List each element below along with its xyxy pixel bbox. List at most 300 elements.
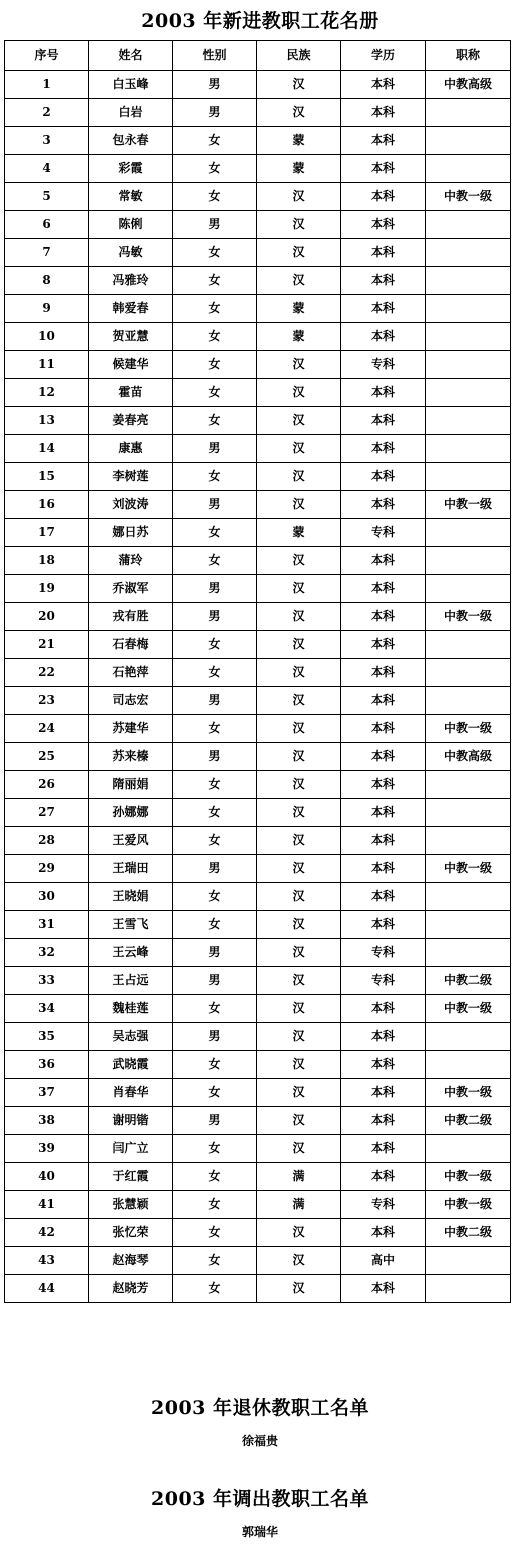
transferred-section-title: 2003 年调出教职工名单 <box>151 1488 369 1510</box>
col-education-cell: 本科 <box>341 771 426 799</box>
col-education-cell: 本科 <box>341 155 426 183</box>
col-index-cell: 36 <box>5 1051 89 1079</box>
col-index-cell: 39 <box>5 1135 89 1163</box>
table-row <box>5 211 511 239</box>
col-title-cell: 中教一级 <box>426 1191 511 1219</box>
col-education-cell: 本科 <box>341 71 426 99</box>
col-gender-cell: 男 <box>173 939 257 967</box>
col-education-cell: 本科 <box>341 547 426 575</box>
col-gender-cell: 女 <box>173 771 257 799</box>
col-title-cell <box>426 575 511 603</box>
col-gender-cell: 女 <box>173 183 257 211</box>
header-col-name: 姓名 <box>89 41 173 71</box>
col-title-cell <box>426 435 511 463</box>
col-education-cell: 本科 <box>341 855 426 883</box>
col-education-cell: 本科 <box>341 1135 426 1163</box>
col-title-cell <box>426 1135 511 1163</box>
table-row <box>5 631 511 659</box>
col-ethnicity-cell: 汉 <box>257 855 341 883</box>
col-name-cell: 康惠 <box>89 435 173 463</box>
col-title-cell <box>426 827 511 855</box>
col-education-cell: 本科 <box>341 239 426 267</box>
table-row <box>5 239 511 267</box>
col-title-cell: 中教一级 <box>426 1079 511 1107</box>
table-row <box>5 575 511 603</box>
col-gender-cell: 女 <box>173 547 257 575</box>
col-name-cell: 王瑞田 <box>89 855 173 883</box>
col-ethnicity-cell: 汉 <box>257 659 341 687</box>
col-ethnicity-cell: 汉 <box>257 1247 341 1275</box>
col-name-cell: 白玉峰 <box>89 71 173 99</box>
col-title-cell <box>426 631 511 659</box>
table-row <box>5 1219 511 1247</box>
col-gender-cell: 女 <box>173 1135 257 1163</box>
col-ethnicity-cell: 汉 <box>257 351 341 379</box>
table-row <box>5 491 511 519</box>
col-ethnicity-cell: 汉 <box>257 239 341 267</box>
col-gender-cell: 男 <box>173 967 257 995</box>
col-name-cell: 冯雅玲 <box>89 267 173 295</box>
col-title-cell <box>426 99 511 127</box>
col-ethnicity-cell: 汉 <box>257 883 341 911</box>
table-row <box>5 1107 511 1135</box>
table-row <box>5 771 511 799</box>
col-ethnicity-cell: 蒙 <box>257 323 341 351</box>
col-index-cell: 10 <box>5 323 89 351</box>
col-title-cell: 中教一级 <box>426 491 511 519</box>
col-gender-cell: 女 <box>173 1191 257 1219</box>
col-index-cell: 8 <box>5 267 89 295</box>
col-title-cell <box>426 295 511 323</box>
page-title: 2003 年新进教职工花名册 <box>141 10 379 32</box>
table-row <box>5 743 511 771</box>
table-row <box>5 1023 511 1051</box>
col-title-cell <box>426 379 511 407</box>
col-education-cell: 本科 <box>341 1079 426 1107</box>
col-name-cell: 王占远 <box>89 967 173 995</box>
table-body <box>5 71 511 1303</box>
table-row <box>5 519 511 547</box>
col-title-cell <box>426 911 511 939</box>
col-education-cell: 本科 <box>341 1023 426 1051</box>
col-education-cell: 本科 <box>341 435 426 463</box>
col-title-cell <box>426 519 511 547</box>
col-ethnicity-cell: 汉 <box>257 743 341 771</box>
col-education-cell: 本科 <box>341 827 426 855</box>
col-gender-cell: 女 <box>173 519 257 547</box>
col-ethnicity-cell: 蒙 <box>257 127 341 155</box>
col-title-cell <box>426 323 511 351</box>
col-title-cell <box>426 883 511 911</box>
col-index-cell: 23 <box>5 687 89 715</box>
col-education-cell: 本科 <box>341 799 426 827</box>
col-education-cell: 本科 <box>341 267 426 295</box>
col-ethnicity-cell: 汉 <box>257 1051 341 1079</box>
table-row <box>5 1247 511 1275</box>
col-name-cell: 戎有胜 <box>89 603 173 631</box>
col-gender-cell: 男 <box>173 855 257 883</box>
col-index-cell: 22 <box>5 659 89 687</box>
col-name-cell: 石艳萍 <box>89 659 173 687</box>
col-gender-cell: 女 <box>173 1247 257 1275</box>
table-row <box>5 939 511 967</box>
table-row <box>5 1135 511 1163</box>
col-name-cell: 白岩 <box>89 99 173 127</box>
col-title-cell: 中教二级 <box>426 967 511 995</box>
col-name-cell: 李树莲 <box>89 463 173 491</box>
col-name-cell: 谢明锴 <box>89 1107 173 1135</box>
col-education-cell: 本科 <box>341 99 426 127</box>
table-row <box>5 883 511 911</box>
table-header-row <box>5 41 511 71</box>
col-name-cell: 乔淑军 <box>89 575 173 603</box>
col-index-cell: 28 <box>5 827 89 855</box>
col-gender-cell: 女 <box>173 1079 257 1107</box>
col-index-cell: 25 <box>5 743 89 771</box>
col-education-cell: 高中 <box>341 1247 426 1275</box>
col-name-cell: 娜日苏 <box>89 519 173 547</box>
col-ethnicity-cell: 汉 <box>257 211 341 239</box>
col-gender-cell: 男 <box>173 687 257 715</box>
col-index-cell: 37 <box>5 1079 89 1107</box>
col-title-cell: 中教高级 <box>426 743 511 771</box>
col-ethnicity-cell: 汉 <box>257 827 341 855</box>
col-gender-cell: 男 <box>173 743 257 771</box>
table-row <box>5 463 511 491</box>
table-row <box>5 715 511 743</box>
col-title-cell <box>426 687 511 715</box>
col-ethnicity-cell: 汉 <box>257 463 341 491</box>
col-index-cell: 38 <box>5 1107 89 1135</box>
col-gender-cell: 女 <box>173 295 257 323</box>
col-index-cell: 29 <box>5 855 89 883</box>
col-ethnicity-cell: 汉 <box>257 491 341 519</box>
table-row <box>5 435 511 463</box>
col-name-cell: 肖春华 <box>89 1079 173 1107</box>
col-education-cell: 本科 <box>341 407 426 435</box>
col-index-cell: 24 <box>5 715 89 743</box>
col-name-cell: 王爱风 <box>89 827 173 855</box>
col-education-cell: 本科 <box>341 211 426 239</box>
col-gender-cell: 男 <box>173 1107 257 1135</box>
table-row <box>5 855 511 883</box>
table-row <box>5 379 511 407</box>
col-ethnicity-cell: 汉 <box>257 267 341 295</box>
col-title-cell <box>426 127 511 155</box>
col-education-cell: 本科 <box>341 183 426 211</box>
col-name-cell: 石春梅 <box>89 631 173 659</box>
table-row <box>5 351 511 379</box>
col-education-cell: 专科 <box>341 967 426 995</box>
col-ethnicity-cell: 汉 <box>257 379 341 407</box>
col-gender-cell: 女 <box>173 407 257 435</box>
col-index-cell: 9 <box>5 295 89 323</box>
col-education-cell: 本科 <box>341 491 426 519</box>
col-education-cell: 专科 <box>341 351 426 379</box>
col-index-cell: 15 <box>5 463 89 491</box>
col-gender-cell: 女 <box>173 799 257 827</box>
col-name-cell: 霍苗 <box>89 379 173 407</box>
col-ethnicity-cell: 汉 <box>257 407 341 435</box>
col-name-cell: 王云峰 <box>89 939 173 967</box>
col-gender-cell: 女 <box>173 995 257 1023</box>
col-title-cell <box>426 1275 511 1303</box>
col-name-cell: 冯敏 <box>89 239 173 267</box>
col-education-cell: 专科 <box>341 1191 426 1219</box>
col-name-cell: 司志宏 <box>89 687 173 715</box>
col-ethnicity-cell: 汉 <box>257 547 341 575</box>
col-education-cell: 本科 <box>341 603 426 631</box>
col-name-cell: 贺亚慧 <box>89 323 173 351</box>
table-row <box>5 547 511 575</box>
col-name-cell: 苏来榛 <box>89 743 173 771</box>
col-index-cell: 35 <box>5 1023 89 1051</box>
col-title-cell: 中教二级 <box>426 1219 511 1247</box>
col-ethnicity-cell: 汉 <box>257 435 341 463</box>
col-ethnicity-cell: 蒙 <box>257 295 341 323</box>
col-name-cell: 魏桂莲 <box>89 995 173 1023</box>
col-name-cell: 王雪飞 <box>89 911 173 939</box>
col-name-cell: 赵海琴 <box>89 1247 173 1275</box>
table-row <box>5 1079 511 1107</box>
col-name-cell: 包永春 <box>89 127 173 155</box>
col-title-cell <box>426 659 511 687</box>
col-ethnicity-cell: 汉 <box>257 1275 341 1303</box>
col-title-cell: 中教一级 <box>426 603 511 631</box>
col-gender-cell: 女 <box>173 323 257 351</box>
table-row <box>5 687 511 715</box>
col-gender-cell: 女 <box>173 1163 257 1191</box>
col-name-cell: 刘波涛 <box>89 491 173 519</box>
col-education-cell: 本科 <box>341 659 426 687</box>
col-name-cell: 于红霞 <box>89 1163 173 1191</box>
col-ethnicity-cell: 汉 <box>257 631 341 659</box>
col-index-cell: 19 <box>5 575 89 603</box>
col-index-cell: 4 <box>5 155 89 183</box>
col-gender-cell: 女 <box>173 1051 257 1079</box>
col-index-cell: 18 <box>5 547 89 575</box>
col-name-cell: 孙娜娜 <box>89 799 173 827</box>
col-education-cell: 本科 <box>341 995 426 1023</box>
col-gender-cell: 女 <box>173 239 257 267</box>
table-row <box>5 995 511 1023</box>
col-index-cell: 13 <box>5 407 89 435</box>
col-name-cell: 隋丽娟 <box>89 771 173 799</box>
col-name-cell: 王晓娟 <box>89 883 173 911</box>
col-title-cell <box>426 267 511 295</box>
header-col-education: 学历 <box>341 41 426 71</box>
col-education-cell: 本科 <box>341 127 426 155</box>
col-name-cell: 吴志强 <box>89 1023 173 1051</box>
col-gender-cell: 女 <box>173 827 257 855</box>
col-title-cell: 中教一级 <box>426 1163 511 1191</box>
col-title-cell: 中教高级 <box>426 71 511 99</box>
col-ethnicity-cell: 汉 <box>257 995 341 1023</box>
col-name-cell: 蒲玲 <box>89 547 173 575</box>
col-name-cell: 张慧颖 <box>89 1191 173 1219</box>
col-gender-cell: 女 <box>173 379 257 407</box>
col-name-cell: 张忆荣 <box>89 1219 173 1247</box>
col-gender-cell: 女 <box>173 659 257 687</box>
col-name-cell: 候建华 <box>89 351 173 379</box>
col-education-cell: 本科 <box>341 379 426 407</box>
col-education-cell: 本科 <box>341 883 426 911</box>
table-row <box>5 295 511 323</box>
table-row <box>5 323 511 351</box>
col-ethnicity-cell: 汉 <box>257 603 341 631</box>
col-index-cell: 17 <box>5 519 89 547</box>
col-index-cell: 11 <box>5 351 89 379</box>
col-title-cell: 中教一级 <box>426 995 511 1023</box>
col-education-cell: 本科 <box>341 715 426 743</box>
col-gender-cell: 女 <box>173 1275 257 1303</box>
col-index-cell: 42 <box>5 1219 89 1247</box>
col-gender-cell: 女 <box>173 127 257 155</box>
col-index-cell: 40 <box>5 1163 89 1191</box>
col-ethnicity-cell: 汉 <box>257 1135 341 1163</box>
table-row <box>5 967 511 995</box>
table-row <box>5 71 511 99</box>
col-title-cell <box>426 771 511 799</box>
table-row <box>5 183 511 211</box>
col-gender-cell: 女 <box>173 883 257 911</box>
col-index-cell: 21 <box>5 631 89 659</box>
col-index-cell: 6 <box>5 211 89 239</box>
header-col-index: 序号 <box>5 41 89 71</box>
col-gender-cell: 男 <box>173 575 257 603</box>
col-education-cell: 本科 <box>341 323 426 351</box>
col-ethnicity-cell: 满 <box>257 1191 341 1219</box>
col-ethnicity-cell: 汉 <box>257 183 341 211</box>
col-index-cell: 27 <box>5 799 89 827</box>
col-title-cell <box>426 351 511 379</box>
table-row <box>5 1051 511 1079</box>
col-index-cell: 34 <box>5 995 89 1023</box>
col-name-cell: 苏建华 <box>89 715 173 743</box>
col-index-cell: 20 <box>5 603 89 631</box>
col-name-cell: 闫广立 <box>89 1135 173 1163</box>
col-title-cell <box>426 463 511 491</box>
col-title-cell <box>426 239 511 267</box>
col-title-cell: 中教一级 <box>426 855 511 883</box>
col-name-cell: 韩爱春 <box>89 295 173 323</box>
header-col-title: 职称 <box>426 41 511 71</box>
col-gender-cell: 女 <box>173 267 257 295</box>
table-row <box>5 127 511 155</box>
col-title-cell: 中教二级 <box>426 1107 511 1135</box>
col-gender-cell: 女 <box>173 463 257 491</box>
col-ethnicity-cell: 汉 <box>257 687 341 715</box>
col-education-cell: 本科 <box>341 687 426 715</box>
col-title-cell <box>426 547 511 575</box>
retired-names: 徐福贵 <box>241 1434 278 1448</box>
col-index-cell: 31 <box>5 911 89 939</box>
col-education-cell: 本科 <box>341 743 426 771</box>
col-gender-cell: 男 <box>173 603 257 631</box>
col-gender-cell: 女 <box>173 155 257 183</box>
col-title-cell <box>426 799 511 827</box>
col-education-cell: 本科 <box>341 631 426 659</box>
table-row <box>5 659 511 687</box>
col-name-cell: 武晓霞 <box>89 1051 173 1079</box>
col-gender-cell: 女 <box>173 911 257 939</box>
col-title-cell <box>426 407 511 435</box>
table-row <box>5 911 511 939</box>
col-index-cell: 12 <box>5 379 89 407</box>
header-col-ethnicity: 民族 <box>257 41 341 71</box>
col-ethnicity-cell: 汉 <box>257 967 341 995</box>
col-title-cell <box>426 939 511 967</box>
col-education-cell: 本科 <box>341 295 426 323</box>
col-ethnicity-cell: 汉 <box>257 799 341 827</box>
col-education-cell: 专科 <box>341 519 426 547</box>
col-index-cell: 16 <box>5 491 89 519</box>
col-ethnicity-cell: 汉 <box>257 575 341 603</box>
col-ethnicity-cell: 汉 <box>257 71 341 99</box>
col-education-cell: 本科 <box>341 1219 426 1247</box>
col-index-cell: 14 <box>5 435 89 463</box>
col-ethnicity-cell: 满 <box>257 1163 341 1191</box>
col-name-cell: 彩霞 <box>89 155 173 183</box>
table-row <box>5 1191 511 1219</box>
col-gender-cell: 男 <box>173 491 257 519</box>
header-col-gender: 性别 <box>173 41 257 71</box>
col-education-cell: 本科 <box>341 463 426 491</box>
table-row <box>5 1163 511 1191</box>
col-gender-cell: 女 <box>173 715 257 743</box>
col-index-cell: 41 <box>5 1191 89 1219</box>
col-index-cell: 43 <box>5 1247 89 1275</box>
col-education-cell: 本科 <box>341 575 426 603</box>
table-row <box>5 267 511 295</box>
col-index-cell: 3 <box>5 127 89 155</box>
col-index-cell: 26 <box>5 771 89 799</box>
retired-section-title: 2003 年退休教职工名单 <box>151 1397 369 1419</box>
transferred-names: 郭瑞华 <box>241 1525 278 1539</box>
col-name-cell: 陈俐 <box>89 211 173 239</box>
col-gender-cell: 女 <box>173 631 257 659</box>
col-index-cell: 33 <box>5 967 89 995</box>
col-index-cell: 1 <box>5 71 89 99</box>
col-ethnicity-cell: 汉 <box>257 939 341 967</box>
col-title-cell <box>426 1051 511 1079</box>
table-row <box>5 603 511 631</box>
col-index-cell: 2 <box>5 99 89 127</box>
table-row <box>5 1275 511 1303</box>
col-gender-cell: 女 <box>173 351 257 379</box>
table-row <box>5 407 511 435</box>
col-ethnicity-cell: 汉 <box>257 1219 341 1247</box>
col-ethnicity-cell: 汉 <box>257 911 341 939</box>
col-gender-cell: 男 <box>173 211 257 239</box>
table-row <box>5 799 511 827</box>
col-ethnicity-cell: 汉 <box>257 715 341 743</box>
col-gender-cell: 男 <box>173 1023 257 1051</box>
staff-roster-table <box>4 40 511 1303</box>
col-gender-cell: 女 <box>173 1219 257 1247</box>
col-ethnicity-cell: 汉 <box>257 1079 341 1107</box>
col-education-cell: 本科 <box>341 1107 426 1135</box>
col-title-cell: 中教一级 <box>426 715 511 743</box>
col-gender-cell: 男 <box>173 99 257 127</box>
col-name-cell: 赵晓芳 <box>89 1275 173 1303</box>
table-row <box>5 155 511 183</box>
col-ethnicity-cell: 汉 <box>257 1023 341 1051</box>
table-row <box>5 827 511 855</box>
col-education-cell: 专科 <box>341 939 426 967</box>
col-ethnicity-cell: 汉 <box>257 1107 341 1135</box>
col-name-cell: 常敏 <box>89 183 173 211</box>
